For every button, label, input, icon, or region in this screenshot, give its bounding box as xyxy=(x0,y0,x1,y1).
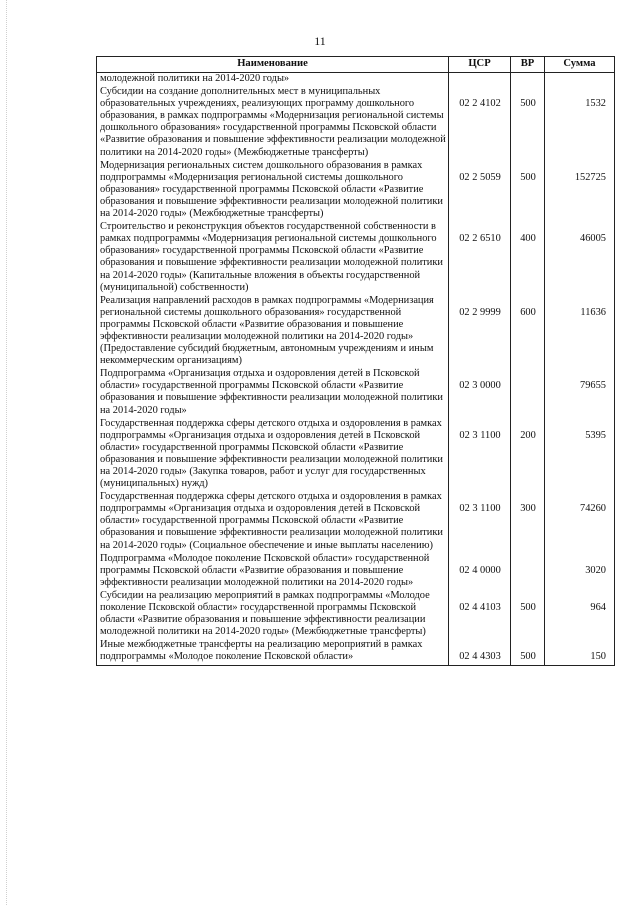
row-sum: 150 xyxy=(545,639,615,665)
row-name: Государственная поддержка сферы детского отдыха и оздоровления в рамках подпрограммы «Организация отдыха и оздоровления детей в Псковской области» государственной программы Псковской области «Развитие образования и повышение эффективности реализации молодежной политики на 2014-2020 годы» (Закупка товаров, работ и услуг для государственных (муниципальных) нужд) xyxy=(97,418,449,492)
row-sum: 152725 xyxy=(545,160,615,221)
table-row xyxy=(97,295,615,369)
row-csr: 02 4 0000 xyxy=(449,553,511,590)
row-csr: 02 4 4103 xyxy=(449,590,511,639)
table-row xyxy=(97,590,615,639)
row-name: Иные межбюджетные трансферты на реализацию мероприятий в рамках подпрограммы «Молодое поколение Псковской области» xyxy=(97,639,449,665)
row-sum: 74260 xyxy=(545,491,615,552)
table-row xyxy=(97,368,615,417)
table-row xyxy=(97,221,615,295)
row-vr: 200 xyxy=(511,418,545,492)
row-sum: 964 xyxy=(545,590,615,639)
row-sum: 46005 xyxy=(545,221,615,295)
table-row xyxy=(97,86,615,160)
header-sum: Сумма xyxy=(545,57,615,73)
row-vr: 600 xyxy=(511,295,545,369)
table-row xyxy=(97,160,615,221)
row-sum xyxy=(545,73,615,87)
table-row xyxy=(97,73,615,87)
row-name: Реализация направлений расходов в рамках подпрограммы «Модернизация региональной системы дошкольного образования» государственной программы Псковской области «Развитие образования и повышение эффективности реализации молодежной политики на 2014-2020 годы» (Предоставление субсидий бюджетным, автономным учреждениям и иным некоммерческим организациям) xyxy=(97,295,449,369)
header-name: Наименование xyxy=(97,57,449,73)
row-name: Субсидии на создание дополнительных мест в муниципальных образовательных учреждениях, реализующих программу дошкольного образования, в рамках подпрограммы «Модернизация региональной системы дошкольного образования» государственной программы Псковской области «Развитие образования и повышение эффективности реализации молодежной политики на 2014-2020 годы» (Межбюджетные трансферты) xyxy=(97,86,449,160)
row-name: Подпрограмма «Организация отдыха и оздоровления детей в Псковской области» государственной программы Псковской области «Развитие образования и повышение эффективности реализации молодежной политики на 2014-2020 годы» xyxy=(97,368,449,417)
table-row xyxy=(97,491,615,552)
header-csr: ЦСР xyxy=(449,57,511,73)
row-name: Подпрограмма «Молодое поколение Псковской области» государственной программы Псковской области «Развитие образования и повышение эффективности реализации молодежной политики на 2014-2020 годы» xyxy=(97,553,449,590)
page-number: 11 xyxy=(314,34,326,48)
row-csr: 02 3 1100 xyxy=(449,418,511,492)
row-sum: 3020 xyxy=(545,553,615,590)
budget-table xyxy=(96,56,615,666)
header-vr: ВР xyxy=(511,57,545,73)
row-name: Субсидии на реализацию мероприятий в рамках подпрограммы «Молодое поколение Псковской области» государственной программы Псковской области «Развитие образования и повышение эффективности реализации молодежной политики на 2014-2020 годы» (Межбюджетные трансферты) xyxy=(97,590,449,639)
row-sum: 1532 xyxy=(545,86,615,160)
table-header-row xyxy=(97,57,615,73)
row-name: Строительство и реконструкция объектов государственной собственности в рамках подпрограммы «Модернизация региональной системы дошкольного образования» государственной программы Псковской области «Развитие образования и повышение эффективности реализации молодежной политики на 2014-2020 годы» (Капитальные вложения в объекты государственной (муниципальной) собственности) xyxy=(97,221,449,295)
table-row xyxy=(97,553,615,590)
row-sum: 11636 xyxy=(545,295,615,369)
row-vr: 500 xyxy=(511,160,545,221)
table-row xyxy=(97,639,615,665)
row-vr: 500 xyxy=(511,86,545,160)
row-csr: 02 2 4102 xyxy=(449,86,511,160)
row-vr: 300 xyxy=(511,491,545,552)
row-name: молодежной политики на 2014-2020 годы» xyxy=(97,73,449,87)
row-vr xyxy=(511,553,545,590)
row-csr: 02 2 9999 xyxy=(449,295,511,369)
row-vr xyxy=(511,368,545,417)
table-row xyxy=(97,418,615,492)
row-csr: 02 3 0000 xyxy=(449,368,511,417)
row-sum: 79655 xyxy=(545,368,615,417)
row-name: Государственная поддержка сферы детского отдыха и оздоровления в рамках подпрограммы «Организация отдыха и оздоровления детей в Псковской области» государственной программы Псковской области «Развитие образования и повышение эффективности реализации молодежной политики на 2014-2020 годы» (Социальное обеспечение и иные выплаты населению) xyxy=(97,491,449,552)
row-csr xyxy=(449,73,511,87)
row-csr: 02 3 1100 xyxy=(449,491,511,552)
row-csr: 02 2 6510 xyxy=(449,221,511,295)
row-csr: 02 2 5059 xyxy=(449,160,511,221)
row-name: Модернизация региональных систем дошкольного образования в рамках подпрограммы «Модернизация региональной системы дошкольного образования» государственной программы Псковской области «Развитие образования и повышение эффективности реализации молодежной политики на 2014-2020 годы» (Межбюджетные трансферты) xyxy=(97,160,449,221)
row-vr xyxy=(511,73,545,87)
row-sum: 5395 xyxy=(545,418,615,492)
row-vr: 500 xyxy=(511,590,545,639)
scan-edge xyxy=(6,0,8,905)
row-csr: 02 4 4303 xyxy=(449,639,511,665)
row-vr: 500 xyxy=(511,639,545,665)
row-vr: 400 xyxy=(511,221,545,295)
